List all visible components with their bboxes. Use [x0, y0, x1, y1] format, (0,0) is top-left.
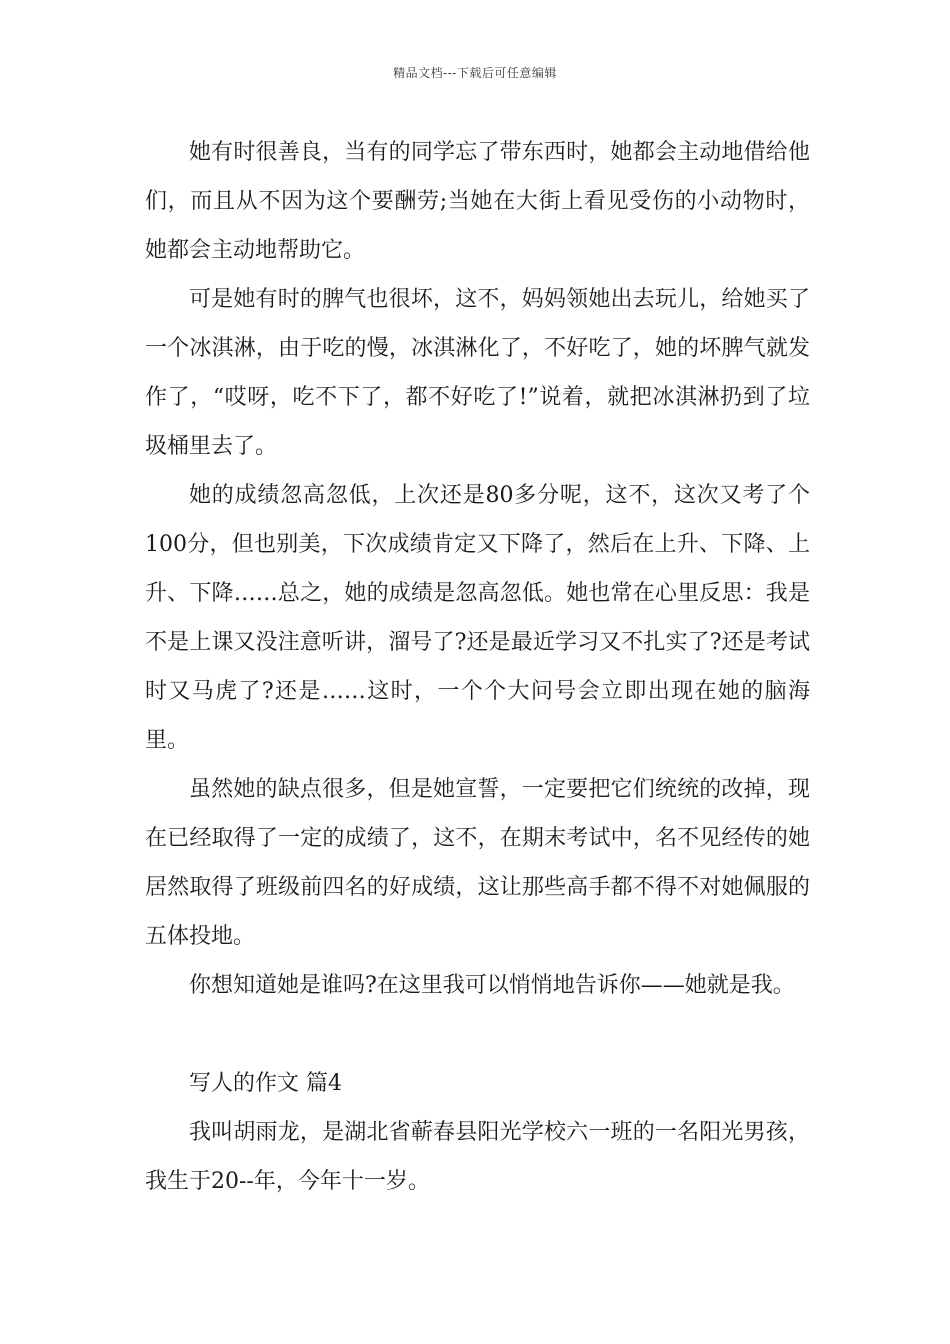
paragraph-grades: 她的成绩忽高忽低，上次还是80多分呢，这不，这次又考了个100分，但也别美，下次成绩肯定又下降了，然后在上升、下降、上升、下降……总之，她的成绩是忽高忽低。她也常在心里反思：我是不是上课又没注意听讲，溜号了?还是最近学习又不扎实了?还是考试时又马虎了?还是……这时，一个个大问号会立即出现在她的脑海里。	[145, 483, 810, 753]
paragraph-introduction: 我叫胡雨龙，是湖北省蕲春县阳光学校六一班的一名阳光男孩，我生于20--年，今年十一岁。	[145, 1120, 810, 1194]
paragraph-kindness: 她有时很善良，当有的同学忘了带东西时，她都会主动地借给他们，而且从不因为这个要酬劳;当她在大街上看见受伤的小动物时，她都会主动地帮助它。	[145, 140, 810, 263]
paragraph-improvement: 虽然她的缺点很多，但是她宣誓，一定要把它们统统的改掉，现在已经取得了一定的成绩了，这不，在期末考试中，名不见经传的她居然取得了班级前四名的好成绩，这让那些高手都不得不对她佩服的五体投地。	[145, 777, 810, 949]
section-spacer	[145, 1010, 810, 1059]
paragraph-reveal: 你想知道她是谁吗?在这里我可以悄悄地告诉你——她就是我。	[189, 973, 795, 998]
section-title: 写人的作文 篇4	[189, 1071, 342, 1096]
page-header: 精品文档---下载后可任意编辑	[393, 66, 557, 80]
paragraph-temper: 可是她有时的脾气也很坏，这不，妈妈领她出去玩儿，给她买了一个冰淇淋，由于吃的慢，冰淇淋化了，不好吃了，她的坏脾气就发作了，“哎呀，吃不下了，都不好吃了!”说着，就把冰淇淋扔到了垃圾桶里去了。	[145, 287, 810, 459]
document-body	[145, 128, 810, 1206]
